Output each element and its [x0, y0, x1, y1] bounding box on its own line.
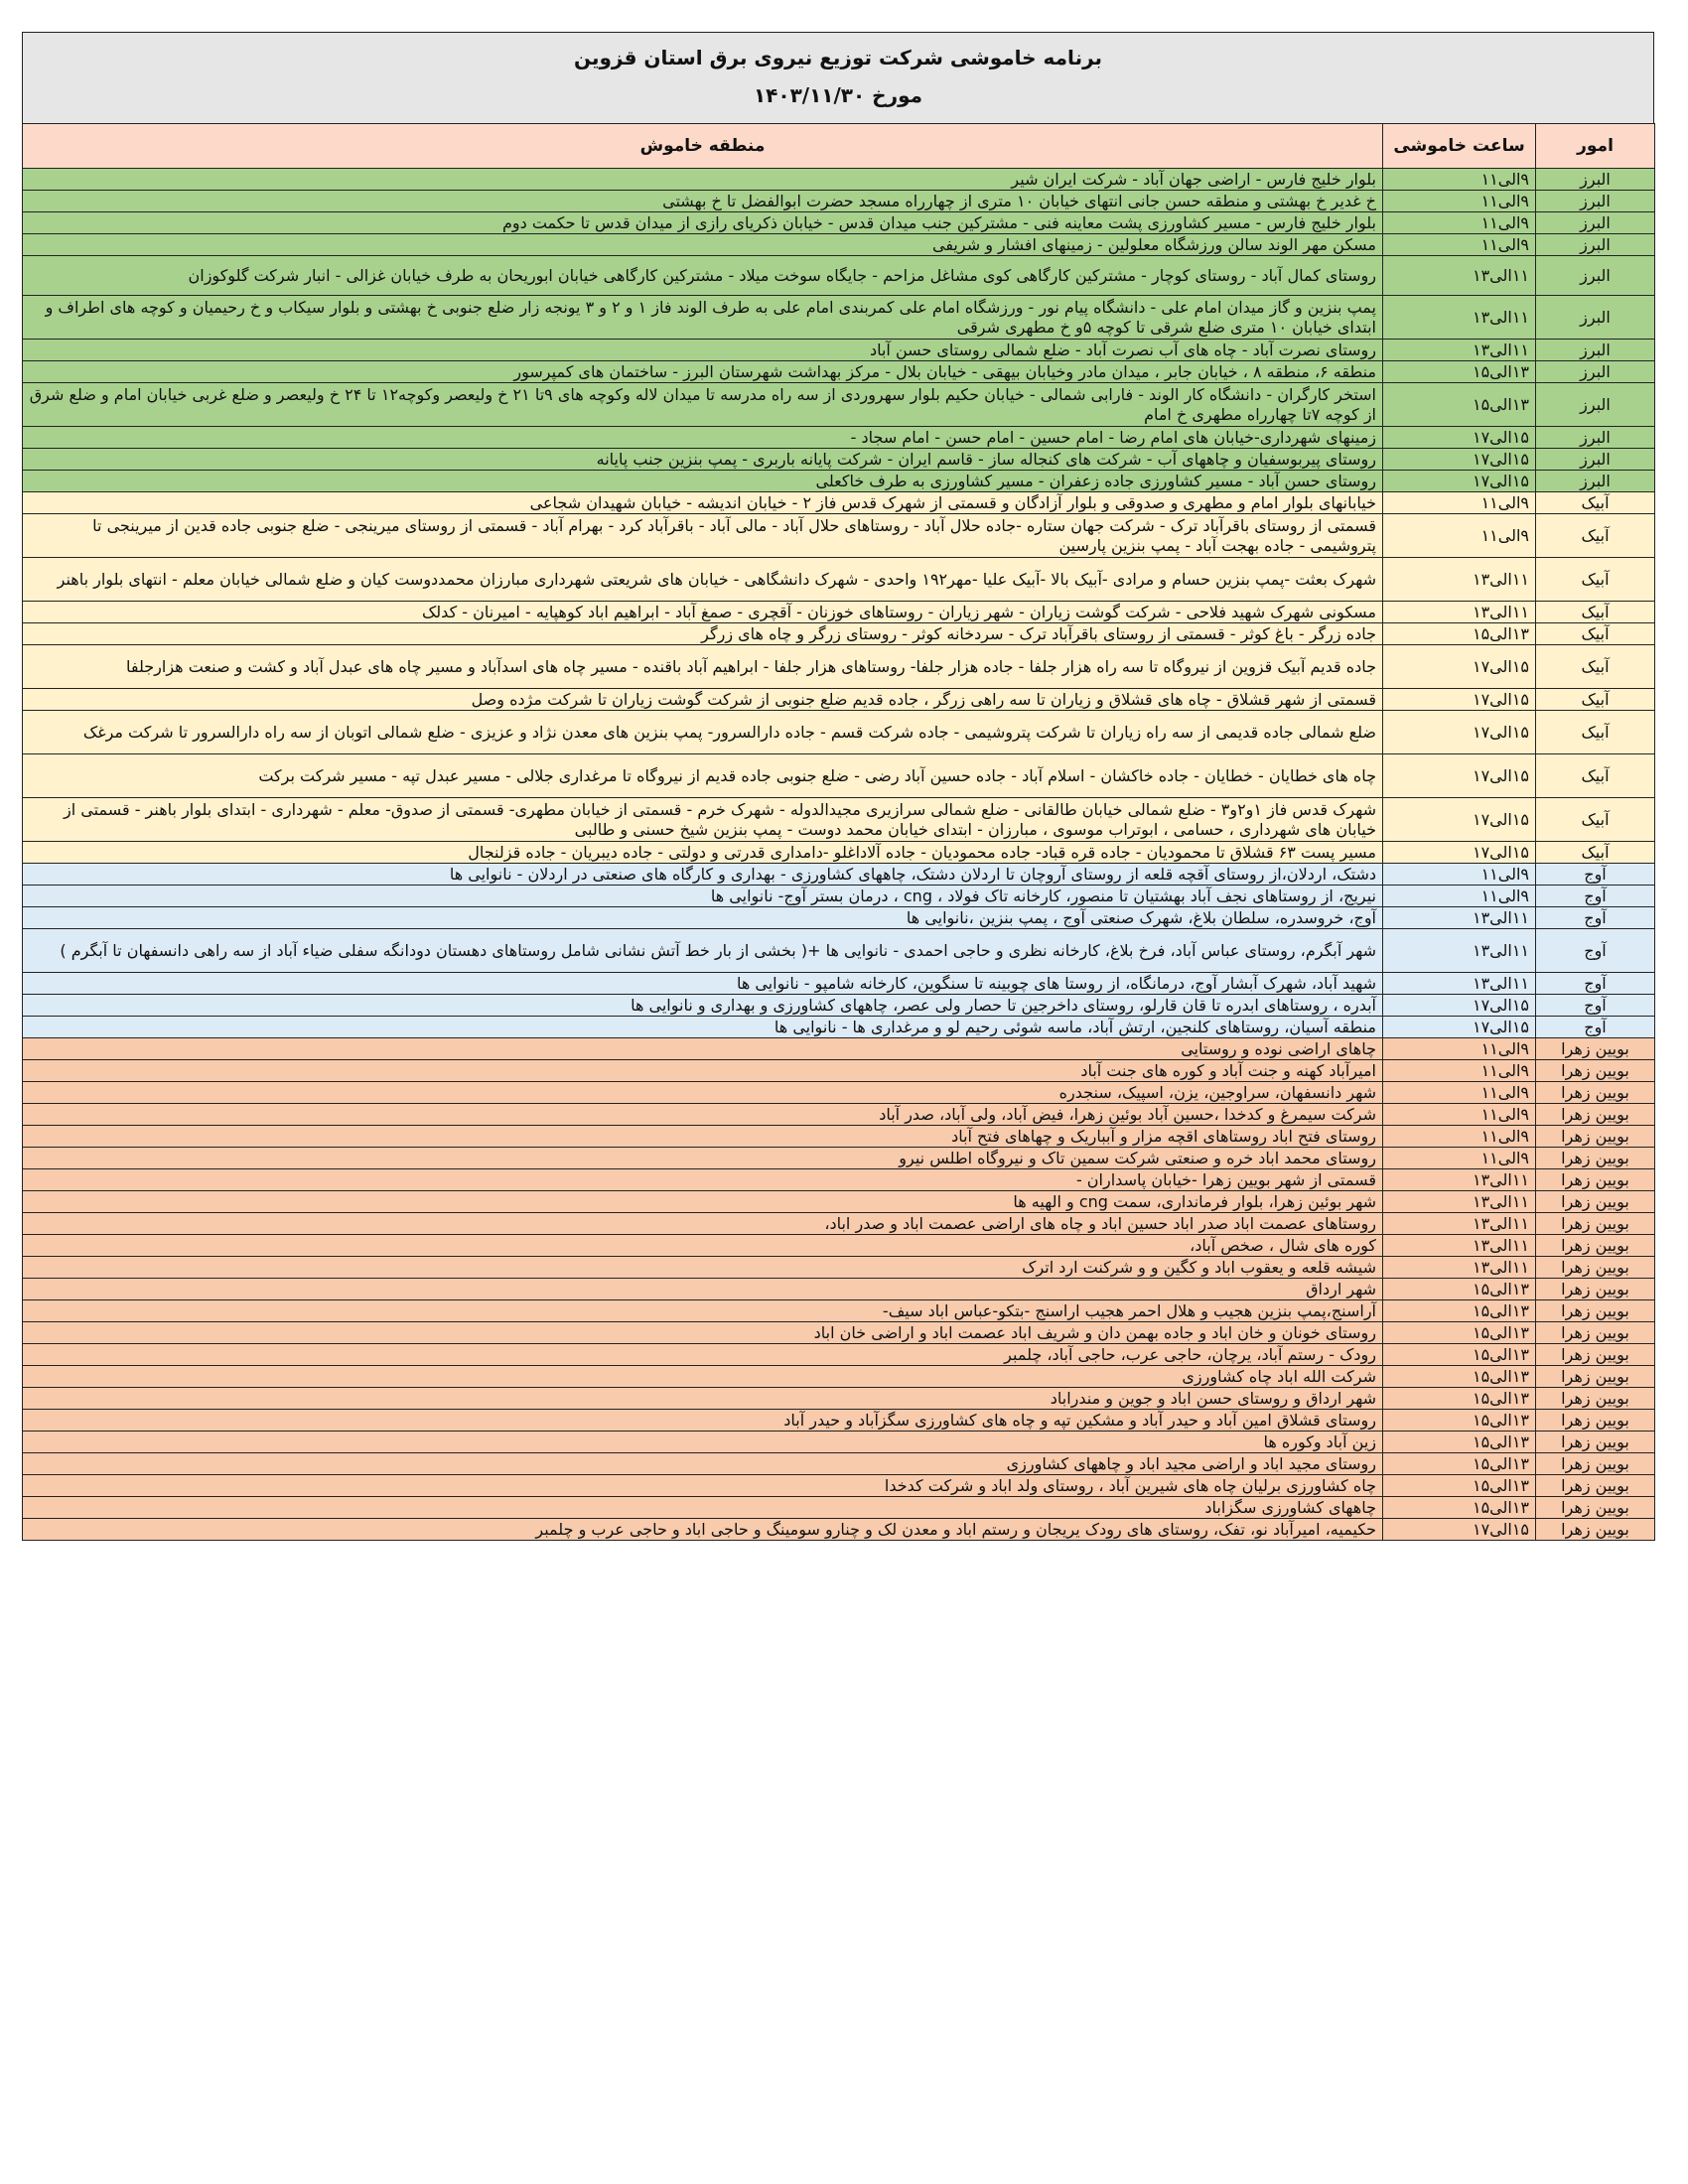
- cell-area: شهید آباد، شهرک آبشار آوج، درمانگاه، از روستا های چوبینه تا سنگوین، کارخانه شامپو - نانوایی ها: [23, 973, 1383, 995]
- cell-hour: ۹الی۱۱: [1383, 886, 1536, 907]
- date-line: مورخ ۱۴۰۳/۱۱/۳۰: [753, 83, 923, 107]
- table-row: [23, 1475, 1655, 1497]
- cell-hour: ۱۵الی۱۷: [1383, 427, 1536, 449]
- cell-area: منطقه ۶، منطقه ۸ ، خیابان جابر ، میدان مادر وخیابان بیهقی - خیابان بلال - مرکز بهداشت شهرستان البرز - ساختمان های کمپرسور: [23, 361, 1383, 383]
- table-row: [23, 1322, 1655, 1344]
- column-header-hour: ساعت خاموشی: [1383, 124, 1536, 169]
- cell-omur: البرز: [1536, 234, 1655, 256]
- cell-omur: بویین زهرا: [1536, 1344, 1655, 1366]
- outage-table: [22, 123, 1655, 1541]
- table-row: [23, 1453, 1655, 1475]
- cell-area: استخر کارگران - دانشگاه کار الوند - فارابی شمالی - خیابان حکیم بلوار سهروردی از سه راه مدرسه تا میدان لاله وکوچه های ۹تا ۲۱ خ ولیعصر وکوچه۱۲ تا ۲۴ خ ولیعصر و ضلع غربی خیابان امام و ضلع شرق از کوچه ۷تا چهارراه مطهری خ امام: [23, 383, 1383, 427]
- cell-hour: ۱۵الی۱۷: [1383, 645, 1536, 689]
- cell-omur: البرز: [1536, 296, 1655, 340]
- cell-hour: ۹الی۱۱: [1383, 1148, 1536, 1169]
- cell-omur: آبیک: [1536, 798, 1655, 842]
- cell-hour: ۱۵الی۱۷: [1383, 689, 1536, 711]
- table-row: [23, 1344, 1655, 1366]
- table-row: [23, 1388, 1655, 1410]
- cell-area: مسکن مهر الوند سالن ورزشگاه معلولین - زمینهای افشار و شریفی: [23, 234, 1383, 256]
- cell-area: روستای مجید اباد و اراضی مجید اباد و چاههای کشاورزی: [23, 1453, 1383, 1475]
- cell-area: امیرآباد کهنه و جنت آباد و کوره های جنت آباد: [23, 1060, 1383, 1082]
- cell-area: آراسنج،پمپ بنزین هجیب و هلال احمر هجیب اراسنج -بتکو-عباس اباد سیف-: [23, 1300, 1383, 1322]
- cell-area: شهر آبگرم، روستای عباس آباد، فرخ بلاغ، کارخانه نظری و حاجی احمدی - نانوایی ها +( بخشی از بار خط آتش نشانی شامل روستاهای دهستان دودانگه سفلی ضیاء آباد از سه راهی دانسفهان تا آبگرم ): [23, 929, 1383, 973]
- table-row: [23, 1235, 1655, 1257]
- cell-hour: ۱۳الی۱۵: [1383, 1453, 1536, 1475]
- cell-omur: البرز: [1536, 340, 1655, 361]
- cell-hour: ۱۵الی۱۷: [1383, 798, 1536, 842]
- cell-omur: بویین زهرا: [1536, 1410, 1655, 1432]
- table-row: [23, 492, 1655, 514]
- table-row: [23, 645, 1655, 689]
- cell-area: شیشه قلعه و یعقوب اباد و کگین و و شرکنت ارد اترک: [23, 1257, 1383, 1279]
- cell-hour: ۱۱الی۱۳: [1383, 1257, 1536, 1279]
- cell-area: چاههای کشاورزی سگزاباد: [23, 1497, 1383, 1519]
- cell-area: روستای نصرت آباد - چاه های آب نصرت آباد - ضلع شمالی روستای حسن آباد: [23, 340, 1383, 361]
- table-row: [23, 1126, 1655, 1148]
- table-row: [23, 1191, 1655, 1213]
- cell-area: روستای خونان و خان اباد و جاده بهمن دان و شریف اباد عصمت اباد و اراضی خان اباد: [23, 1322, 1383, 1344]
- outage-schedule-sheet: [22, 32, 1654, 1541]
- cell-hour: ۱۱الی۱۳: [1383, 558, 1536, 602]
- table-row: [23, 296, 1655, 340]
- cell-omur: آبیک: [1536, 711, 1655, 754]
- cell-area: رودک - رستم آباد، یرچان، حاجی عرب، حاجی آباد، چلمبر: [23, 1344, 1383, 1366]
- cell-hour: ۹الی۱۱: [1383, 514, 1536, 558]
- cell-area: شهرک بعثت -پمپ بنزین حسام و مرادی -آبیک بالا -آبیک علیا -مهر۱۹۲ واحدی - شهرک دانشگاهی - خیابان های شریعتی شهرداری مبارزان محمددوست کیان و ضلع شمالی خیابان معلم - انتهای بلوار باهنر: [23, 558, 1383, 602]
- cell-hour: ۱۱الی۱۳: [1383, 1235, 1536, 1257]
- table-row: [23, 1148, 1655, 1169]
- cell-omur: بویین زهرا: [1536, 1257, 1655, 1279]
- cell-area: روستای کمال آباد - روستای کوچار - مشترکین کارگاهی کوی مشاغل مزاحم - جایگاه سوخت میلاد - مشترکین کارگاهی خیابان ابوریحان به طرف خیابان غزالی - انبار شرکت گلوکوزان: [23, 256, 1383, 296]
- table-row: [23, 1017, 1655, 1038]
- cell-hour: ۱۵الی۱۷: [1383, 995, 1536, 1017]
- table-row: [23, 754, 1655, 798]
- table-row: [23, 886, 1655, 907]
- cell-hour: ۱۱الی۱۳: [1383, 296, 1536, 340]
- cell-area: آبدره ، روستاهای ابدره تا قان قارلو، روستای داخرجین تا حصار ولی عصر، چاههای کشاورزی و بهداری و نانوایی ها: [23, 995, 1383, 1017]
- cell-omur: بویین زهرا: [1536, 1497, 1655, 1519]
- cell-area: شهر ارداق و روستای حسن اباد و جوین و مندراباد: [23, 1388, 1383, 1410]
- cell-omur: آوج: [1536, 864, 1655, 886]
- cell-omur: بویین زهرا: [1536, 1475, 1655, 1497]
- table-row: [23, 191, 1655, 212]
- table-row: [23, 1257, 1655, 1279]
- cell-hour: ۱۵الی۱۷: [1383, 471, 1536, 492]
- cell-area: بلوار خلیج فارس - مسیر کشاورزی پشت معاینه فنی - مشترکین جنب میدان قدس - خیابان ذکریای رازی از میدان قدس تا حکمت دوم: [23, 212, 1383, 234]
- table-row: [23, 169, 1655, 191]
- table-row: [23, 1410, 1655, 1432]
- cell-omur: بویین زهرا: [1536, 1148, 1655, 1169]
- table-row: [23, 973, 1655, 995]
- cell-area: چاهای اراضی نوده و روستایی: [23, 1038, 1383, 1060]
- table-row: [23, 864, 1655, 886]
- cell-area: بلوار خلیج فارس - اراضی جهان آباد - شرکت ایران شیر: [23, 169, 1383, 191]
- cell-omur: آبیک: [1536, 623, 1655, 645]
- cell-omur: بویین زهرا: [1536, 1060, 1655, 1082]
- table-row: [23, 471, 1655, 492]
- table-row: [23, 212, 1655, 234]
- cell-area: شرکت الله اباد چاه کشاورزی: [23, 1366, 1383, 1388]
- cell-hour: ۱۱الی۱۳: [1383, 340, 1536, 361]
- cell-hour: ۱۵الی۱۷: [1383, 842, 1536, 864]
- cell-area: مسیر پست ۶۳ قشلاق تا محمودیان - جاده قره قباد- جاده محمودیان - جاده آلاداغلو -دامداری قدرتی و دولتی - جاده دیبریان - جاده قزلنجال: [23, 842, 1383, 864]
- table-row: [23, 842, 1655, 864]
- column-header-area: منطقه خاموش: [23, 124, 1383, 169]
- cell-area: روستای فتح اباد روستاهای اقچه مزار و آبباریک و چهاهای فتح آباد: [23, 1126, 1383, 1148]
- cell-omur: البرز: [1536, 361, 1655, 383]
- cell-area: مسکونی شهرک شهید فلاحی - شرکت گوشت زیاران - شهر زیاران - روستاهای خوزنان - آقچری - صمغ آباد - ابراهیم اباد کوهپایه - امیرنان - کدلک: [23, 602, 1383, 623]
- table-row: [23, 558, 1655, 602]
- cell-hour: ۹الی۱۱: [1383, 1038, 1536, 1060]
- cell-area: حکیمیه، امیرآباد نو، تفک، روستای های رودک یریجان و رستم اباد و معدن لک و چنارو سومینگ و حاجی اباد و حاجی عرب و چلمبر: [23, 1519, 1383, 1541]
- cell-hour: ۹الی۱۱: [1383, 492, 1536, 514]
- cell-hour: ۱۳الی۱۵: [1383, 1344, 1536, 1366]
- cell-omur: بویین زهرا: [1536, 1169, 1655, 1191]
- cell-omur: آبیک: [1536, 754, 1655, 798]
- cell-omur: آوج: [1536, 1017, 1655, 1038]
- cell-omur: بویین زهرا: [1536, 1213, 1655, 1235]
- cell-hour: ۱۳الی۱۵: [1383, 1475, 1536, 1497]
- title-box: [22, 32, 1654, 123]
- cell-hour: ۱۵الی۱۷: [1383, 1519, 1536, 1541]
- table-row: [23, 383, 1655, 427]
- cell-omur: البرز: [1536, 169, 1655, 191]
- cell-hour: ۱۵الی۱۷: [1383, 754, 1536, 798]
- table-row: [23, 623, 1655, 645]
- cell-area: شهر دانسفهان، سراوجین، یزن، اسپیک، سنجدره: [23, 1082, 1383, 1104]
- table-row: [23, 1279, 1655, 1300]
- cell-omur: آبیک: [1536, 558, 1655, 602]
- cell-omur: بویین زهرا: [1536, 1366, 1655, 1388]
- cell-area: ضلع شمالی جاده قدیمی از سه راه زیاران تا شرکت پتروشیمی - جاده شرکت قسم - جاده دارالسرور- پمپ بنزین های معدن نژاد و عزیزی - ضلع شمالی اتوبان از سه راه دارالسرور تا شرکت مرغک: [23, 711, 1383, 754]
- cell-omur: آبیک: [1536, 514, 1655, 558]
- cell-omur: بویین زهرا: [1536, 1300, 1655, 1322]
- table-row: [23, 689, 1655, 711]
- cell-hour: ۱۱الی۱۳: [1383, 1191, 1536, 1213]
- table-row: [23, 1060, 1655, 1082]
- table-row: [23, 1082, 1655, 1104]
- cell-hour: ۱۳الی۱۵: [1383, 383, 1536, 427]
- cell-area: آوج، خروسدره، سلطان بلاغ، شهرک صنعتی آوج ، پمپ بنزین ،نانوایی ها: [23, 907, 1383, 929]
- cell-omur: آوج: [1536, 886, 1655, 907]
- cell-hour: ۹الی۱۱: [1383, 1126, 1536, 1148]
- table-row: [23, 361, 1655, 383]
- cell-area: خیابانهای بلوار امام و مطهری و صدوقی و بلوار آزادگان و قسمتی از شهرک قدس فاز ۲ - خیابان اندیشه - خیابان شهیدان شجاعی: [23, 492, 1383, 514]
- cell-area: شهرک قدس فاز ۱و۲و۳ - ضلع شمالی خیابان طالقانی - ضلع شمالی سرازیری مجیدالدوله - شهرک خرم - قسمتی از خیابان مطهری- قسمتی از صدوق- معلم - شهرداری - ابتدای بلوار باهنر - قسمتی از خیابان های شهرداری ، حسامی ، ابوتراب موسوی ، مبارزان - ابتدای خیابان محمد دوست - پمپ بنزین شیخ حسنی و طالبی: [23, 798, 1383, 842]
- cell-hour: ۱۳الی۱۵: [1383, 1388, 1536, 1410]
- cell-hour: ۱۳الی۱۵: [1383, 623, 1536, 645]
- cell-hour: ۱۳الی۱۵: [1383, 1366, 1536, 1388]
- cell-hour: ۹الی۱۱: [1383, 1104, 1536, 1126]
- table-row: [23, 427, 1655, 449]
- cell-area: زمینهای شهرداری-خیابان های امام رضا - امام حسین - امام حسن - امام سجاد -: [23, 427, 1383, 449]
- cell-hour: ۱۳الی۱۵: [1383, 361, 1536, 383]
- cell-omur: بویین زهرا: [1536, 1038, 1655, 1060]
- cell-hour: ۹الی۱۱: [1383, 169, 1536, 191]
- cell-area: جاده زرگر - باغ کوثر - قسمتی از روستای باقرآباد ترک - سردخانه کوثر - روستای زرگر و چاه های زرگر: [23, 623, 1383, 645]
- cell-area: قسمتی از شهر بویین زهرا -خیابان پاسداران -: [23, 1169, 1383, 1191]
- cell-omur: البرز: [1536, 427, 1655, 449]
- cell-area: زین آباد وکوره ها: [23, 1432, 1383, 1453]
- table-row: [23, 1432, 1655, 1453]
- table-row: [23, 1497, 1655, 1519]
- cell-hour: ۱۳الی۱۵: [1383, 1300, 1536, 1322]
- table-row: [23, 1213, 1655, 1235]
- cell-area: شهر بوئین زهرا، بلوار فرمانداری، سمت cng و الهیه ها: [23, 1191, 1383, 1213]
- table-row: [23, 1366, 1655, 1388]
- cell-hour: ۱۳الی۱۵: [1383, 1497, 1536, 1519]
- table-header-row: [23, 124, 1655, 169]
- cell-hour: ۱۱الی۱۳: [1383, 1213, 1536, 1235]
- cell-hour: ۹الی۱۱: [1383, 191, 1536, 212]
- cell-hour: ۱۳الی۱۵: [1383, 1322, 1536, 1344]
- table-row: [23, 256, 1655, 296]
- cell-omur: البرز: [1536, 212, 1655, 234]
- cell-omur: آبیک: [1536, 492, 1655, 514]
- column-header-omur: امور: [1536, 124, 1655, 169]
- table-body: [23, 169, 1655, 1541]
- cell-omur: بویین زهرا: [1536, 1388, 1655, 1410]
- cell-hour: ۱۵الی۱۷: [1383, 449, 1536, 471]
- cell-area: چاه کشاورزی برلیان چاه های شیرین آباد ، روستای ولد اباد و شرکت کدخدا: [23, 1475, 1383, 1497]
- cell-area: روستای حسن آباد - مسیر کشاورزی جاده زعفران - مسیر کشاورزی به طرف خاکعلی: [23, 471, 1383, 492]
- cell-omur: آوج: [1536, 907, 1655, 929]
- table-row: [23, 1300, 1655, 1322]
- cell-omur: بویین زهرا: [1536, 1279, 1655, 1300]
- table-row: [23, 929, 1655, 973]
- cell-area: روستای قشلاق امین آباد و حیدر آباد و مشکین تپه و چاه های کشاورزی سگزآباد و حیدر آباد: [23, 1410, 1383, 1432]
- table-row: [23, 798, 1655, 842]
- table-row: [23, 1169, 1655, 1191]
- table-row: [23, 602, 1655, 623]
- cell-area: نیریج، از روستاهای نجف آباد بهشتیان تا منصور، کارخانه تاک فولاد ، cng ، درمان بستر آوج- نانوایی ها: [23, 886, 1383, 907]
- cell-omur: بویین زهرا: [1536, 1082, 1655, 1104]
- cell-omur: بویین زهرا: [1536, 1235, 1655, 1257]
- table-row: [23, 1038, 1655, 1060]
- cell-omur: آبیک: [1536, 602, 1655, 623]
- cell-area: کوره های شال ، صخص آباد،: [23, 1235, 1383, 1257]
- page-title: برنامه خاموشی شرکت توزیع نیروی برق استان قزوین: [573, 46, 1103, 69]
- table-row: [23, 1104, 1655, 1126]
- cell-area: قسمتی از روستای باقرآباد ترک - شرکت جهان ستاره -جاده حلال آباد - روستاهای حلال آباد - مالی آباد - باقرآباد کرد - بهرام آباد - قسمتی از روستای میرینجی - ضلع جنوبی جاده قدین از میرینجی تا پتروشیمی - جاده بهجت آباد - پمپ بنزین پارسین: [23, 514, 1383, 558]
- cell-omur: آوج: [1536, 995, 1655, 1017]
- cell-area: شرکت سیمرغ و کدخدا ،حسین آباد بوئین زهرا، فیض آباد، ولی آباد، صدر آباد: [23, 1104, 1383, 1126]
- cell-area: خ غدیر خ بهشتی و منطقه حسن جانی انتهای خیابان ۱۰ متری از چهارراه مسجد حضرت ابوالفضل تا خ بهشتی: [23, 191, 1383, 212]
- cell-hour: ۱۱الی۱۳: [1383, 256, 1536, 296]
- cell-omur: البرز: [1536, 383, 1655, 427]
- cell-omur: آبیک: [1536, 842, 1655, 864]
- cell-omur: آبیک: [1536, 689, 1655, 711]
- cell-area: روستای پیربوسفیان و چاههای آب - شرکت های کنجاله ساز - قاسم ایران - شرکت پایانه باربری - پمپ بنزین جنب پایانه: [23, 449, 1383, 471]
- cell-omur: بویین زهرا: [1536, 1519, 1655, 1541]
- table-row: [23, 514, 1655, 558]
- cell-hour: ۱۳الی۱۵: [1383, 1410, 1536, 1432]
- cell-hour: ۱۱الی۱۳: [1383, 907, 1536, 929]
- cell-hour: ۱۳الی۱۵: [1383, 1279, 1536, 1300]
- cell-hour: ۹الی۱۱: [1383, 864, 1536, 886]
- table-row: [23, 449, 1655, 471]
- cell-omur: بویین زهرا: [1536, 1453, 1655, 1475]
- cell-omur: بویین زهرا: [1536, 1191, 1655, 1213]
- cell-area: جاده قدیم آبیک قزوین از نیروگاه تا سه راه هزار جلفا - جاده هزار جلفا- روستاهای هزار جلفا - ابراهیم آباد باقنده - مسیر چاه های اسدآباد و مسیر چاه های عبدل آباد و کشت و صنعت هزارجلفا: [23, 645, 1383, 689]
- cell-area: قسمتی از شهر قشلاق - چاه های قشلاق و زیاران تا سه راهی زرگر ، جاده قدیم ضلع جنوبی از شرکت گوشت زیاران تا شرکت مژده وصل: [23, 689, 1383, 711]
- cell-hour: ۱۵الی۱۷: [1383, 1017, 1536, 1038]
- cell-area: دشتک، اردلان،از روستای آقچه قلعه از روستای آروچان تا اردلان دشتک، چاههای کشاورزی - بهداری و کارگاه های صنعتی در اردلان - نانوایی ها: [23, 864, 1383, 886]
- cell-hour: ۱۳الی۱۵: [1383, 1432, 1536, 1453]
- table-row: [23, 907, 1655, 929]
- cell-omur: البرز: [1536, 471, 1655, 492]
- cell-omur: آوج: [1536, 973, 1655, 995]
- cell-hour: ۹الی۱۱: [1383, 212, 1536, 234]
- cell-omur: بویین زهرا: [1536, 1432, 1655, 1453]
- cell-hour: ۱۱الی۱۳: [1383, 602, 1536, 623]
- cell-omur: بویین زهرا: [1536, 1126, 1655, 1148]
- cell-omur: بویین زهرا: [1536, 1322, 1655, 1344]
- cell-omur: آبیک: [1536, 645, 1655, 689]
- table-row: [23, 995, 1655, 1017]
- cell-hour: ۱۱الی۱۳: [1383, 929, 1536, 973]
- cell-hour: ۹الی۱۱: [1383, 1082, 1536, 1104]
- cell-omur: بویین زهرا: [1536, 1104, 1655, 1126]
- cell-hour: ۹الی۱۱: [1383, 1060, 1536, 1082]
- cell-area: چاه های خطایان - خطایان - جاده خاکشان - اسلام آباد - جاده حسین آباد رضی - ضلع جنوبی جاده قدیم از نیروگاه تا مرغداری جلالی - مسیر عبدل تپه - مسیر شرکت برکت: [23, 754, 1383, 798]
- table-row: [23, 1519, 1655, 1541]
- cell-hour: ۱۵الی۱۷: [1383, 711, 1536, 754]
- cell-area: منطقه آسیان، روستاهای کلنجین، ارتش آباد، ماسه شوئی رحیم لو و مرغداری ها - نانوایی ها: [23, 1017, 1383, 1038]
- table-row: [23, 234, 1655, 256]
- cell-omur: البرز: [1536, 256, 1655, 296]
- cell-area: شهر ارداق: [23, 1279, 1383, 1300]
- table-row: [23, 711, 1655, 754]
- cell-hour: ۱۱الی۱۳: [1383, 973, 1536, 995]
- cell-omur: آوج: [1536, 929, 1655, 973]
- cell-area: پمپ بنزین و گاز میدان امام علی - دانشگاه پیام نور - ورزشگاه امام علی کمربندی امام علی به طرف الوند فاز ۱ و ۲ و ۳ یونجه زار ضلع جنوبی خ بهشتی و بلوار سیکاب و خ رحیمیان و کوچه های اطراف و ابتدای خیابان ۱۰ متری ضلع شرقی تا کوچه ۵و خ مطهری شرقی: [23, 296, 1383, 340]
- cell-omur: البرز: [1536, 449, 1655, 471]
- cell-area: روستای محمد اباد خره و صنعتی شرکت سمین تاک و نیروگاه اطلس نیرو: [23, 1148, 1383, 1169]
- cell-hour: ۹الی۱۱: [1383, 234, 1536, 256]
- cell-area: روستاهای عصمت اباد صدر اباد حسین اباد و چاه های اراضی عصمت اباد و صدر اباد،: [23, 1213, 1383, 1235]
- table-row: [23, 340, 1655, 361]
- cell-omur: البرز: [1536, 191, 1655, 212]
- cell-hour: ۱۱الی۱۳: [1383, 1169, 1536, 1191]
